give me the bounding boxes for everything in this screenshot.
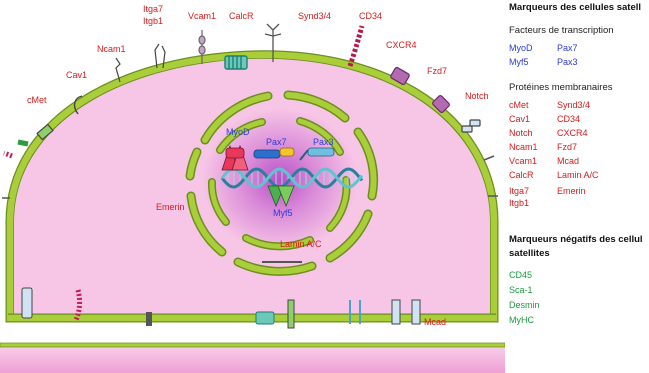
legend-tf-item: Pax3	[557, 57, 578, 67]
legend-negative-item: CD45	[509, 270, 533, 280]
label-pax7: Pax7	[266, 137, 287, 147]
label-cmet: cMet	[27, 95, 47, 105]
legend-membrane-item: Cav1	[509, 114, 531, 124]
label-cd34: CD34	[359, 11, 383, 21]
legend-tf-item: MyoD	[509, 43, 533, 53]
label-synd: Synd3/4	[298, 11, 332, 21]
legend-membrane-item: Lamin A/C	[557, 170, 599, 180]
label-emerin: Emerin	[156, 202, 185, 212]
legend-membrane-item: CXCR4	[557, 128, 588, 138]
tissue-layer	[0, 343, 505, 373]
label-notch: Notch	[465, 91, 489, 101]
legend-tf-item: Myf5	[509, 57, 529, 67]
legend-membrane-item: Fzd7	[557, 142, 578, 152]
bottom-glyph-8	[412, 300, 420, 324]
legend-tf-item: Pax7	[557, 43, 578, 53]
legend-panel	[505, 0, 649, 373]
bottom-glyph-7	[392, 300, 400, 324]
label-myod: MyoD	[226, 127, 250, 137]
legend-negative-item: MyHC	[509, 315, 534, 325]
legend-membrane-item: cMet	[509, 100, 529, 110]
legend-membrane-item: CalcR	[509, 170, 534, 180]
bottom-glyph-3	[146, 312, 152, 326]
legend-membrane-item: CD34	[557, 114, 581, 124]
notch-protein	[462, 120, 480, 132]
legend-negative-title-line2: satellites	[509, 248, 550, 259]
label-calcr: CalcR	[229, 11, 254, 21]
legend-membrane-item: Mcad	[557, 156, 580, 166]
label-vcam1: Vcam1	[188, 11, 217, 21]
legend-membrane-item: Vcam1	[509, 156, 538, 166]
calcr-protein	[225, 56, 247, 69]
legend-membrane-item: Notch	[509, 128, 533, 138]
label-myf5: Myf5	[273, 208, 293, 218]
label-mcad: Mcad	[424, 317, 447, 327]
left-glyph-1	[4, 153, 12, 156]
label-pax3: Pax3	[313, 137, 334, 147]
legend-membrane-item: Synd3/4	[557, 100, 591, 110]
right-glyph-2	[484, 156, 494, 160]
bottom-glyph-1	[22, 288, 32, 318]
legend-membrane-item: Ncam1	[509, 142, 538, 152]
legend-membrane-title: Protéines membranaires	[509, 82, 613, 93]
legend-title: Marqueurs des cellules satell	[509, 2, 642, 13]
legend-negative-item: Sca-1	[509, 285, 533, 295]
bottom-glyph-4	[256, 312, 274, 324]
label-itgb1: Itgb1	[143, 16, 164, 26]
label-itga7: Itga7	[143, 4, 164, 14]
label-lamin: Lamin A/C	[280, 239, 322, 249]
cd34-protein	[350, 26, 362, 66]
legend-membrane-item: Emerin	[557, 186, 586, 196]
label-ncam1: Ncam1	[97, 44, 126, 54]
legend-negative-item: Desmin	[509, 300, 540, 310]
legend-tf-title: Facteurs de transcription	[509, 25, 614, 36]
left-glyph-2	[18, 142, 28, 144]
label-cxcr4: CXCR4	[386, 40, 417, 50]
bottom-glyph-5	[288, 300, 294, 328]
legend-negative-title: Marqueurs négatifs des cellul	[509, 234, 643, 245]
legend-membrane-item: Itga7	[509, 186, 530, 196]
label-cav1: Cav1	[66, 70, 88, 80]
myod-factor	[222, 146, 248, 170]
legend-membrane-item: Itgb1	[509, 198, 530, 208]
label-fzd7: Fzd7	[427, 66, 448, 76]
